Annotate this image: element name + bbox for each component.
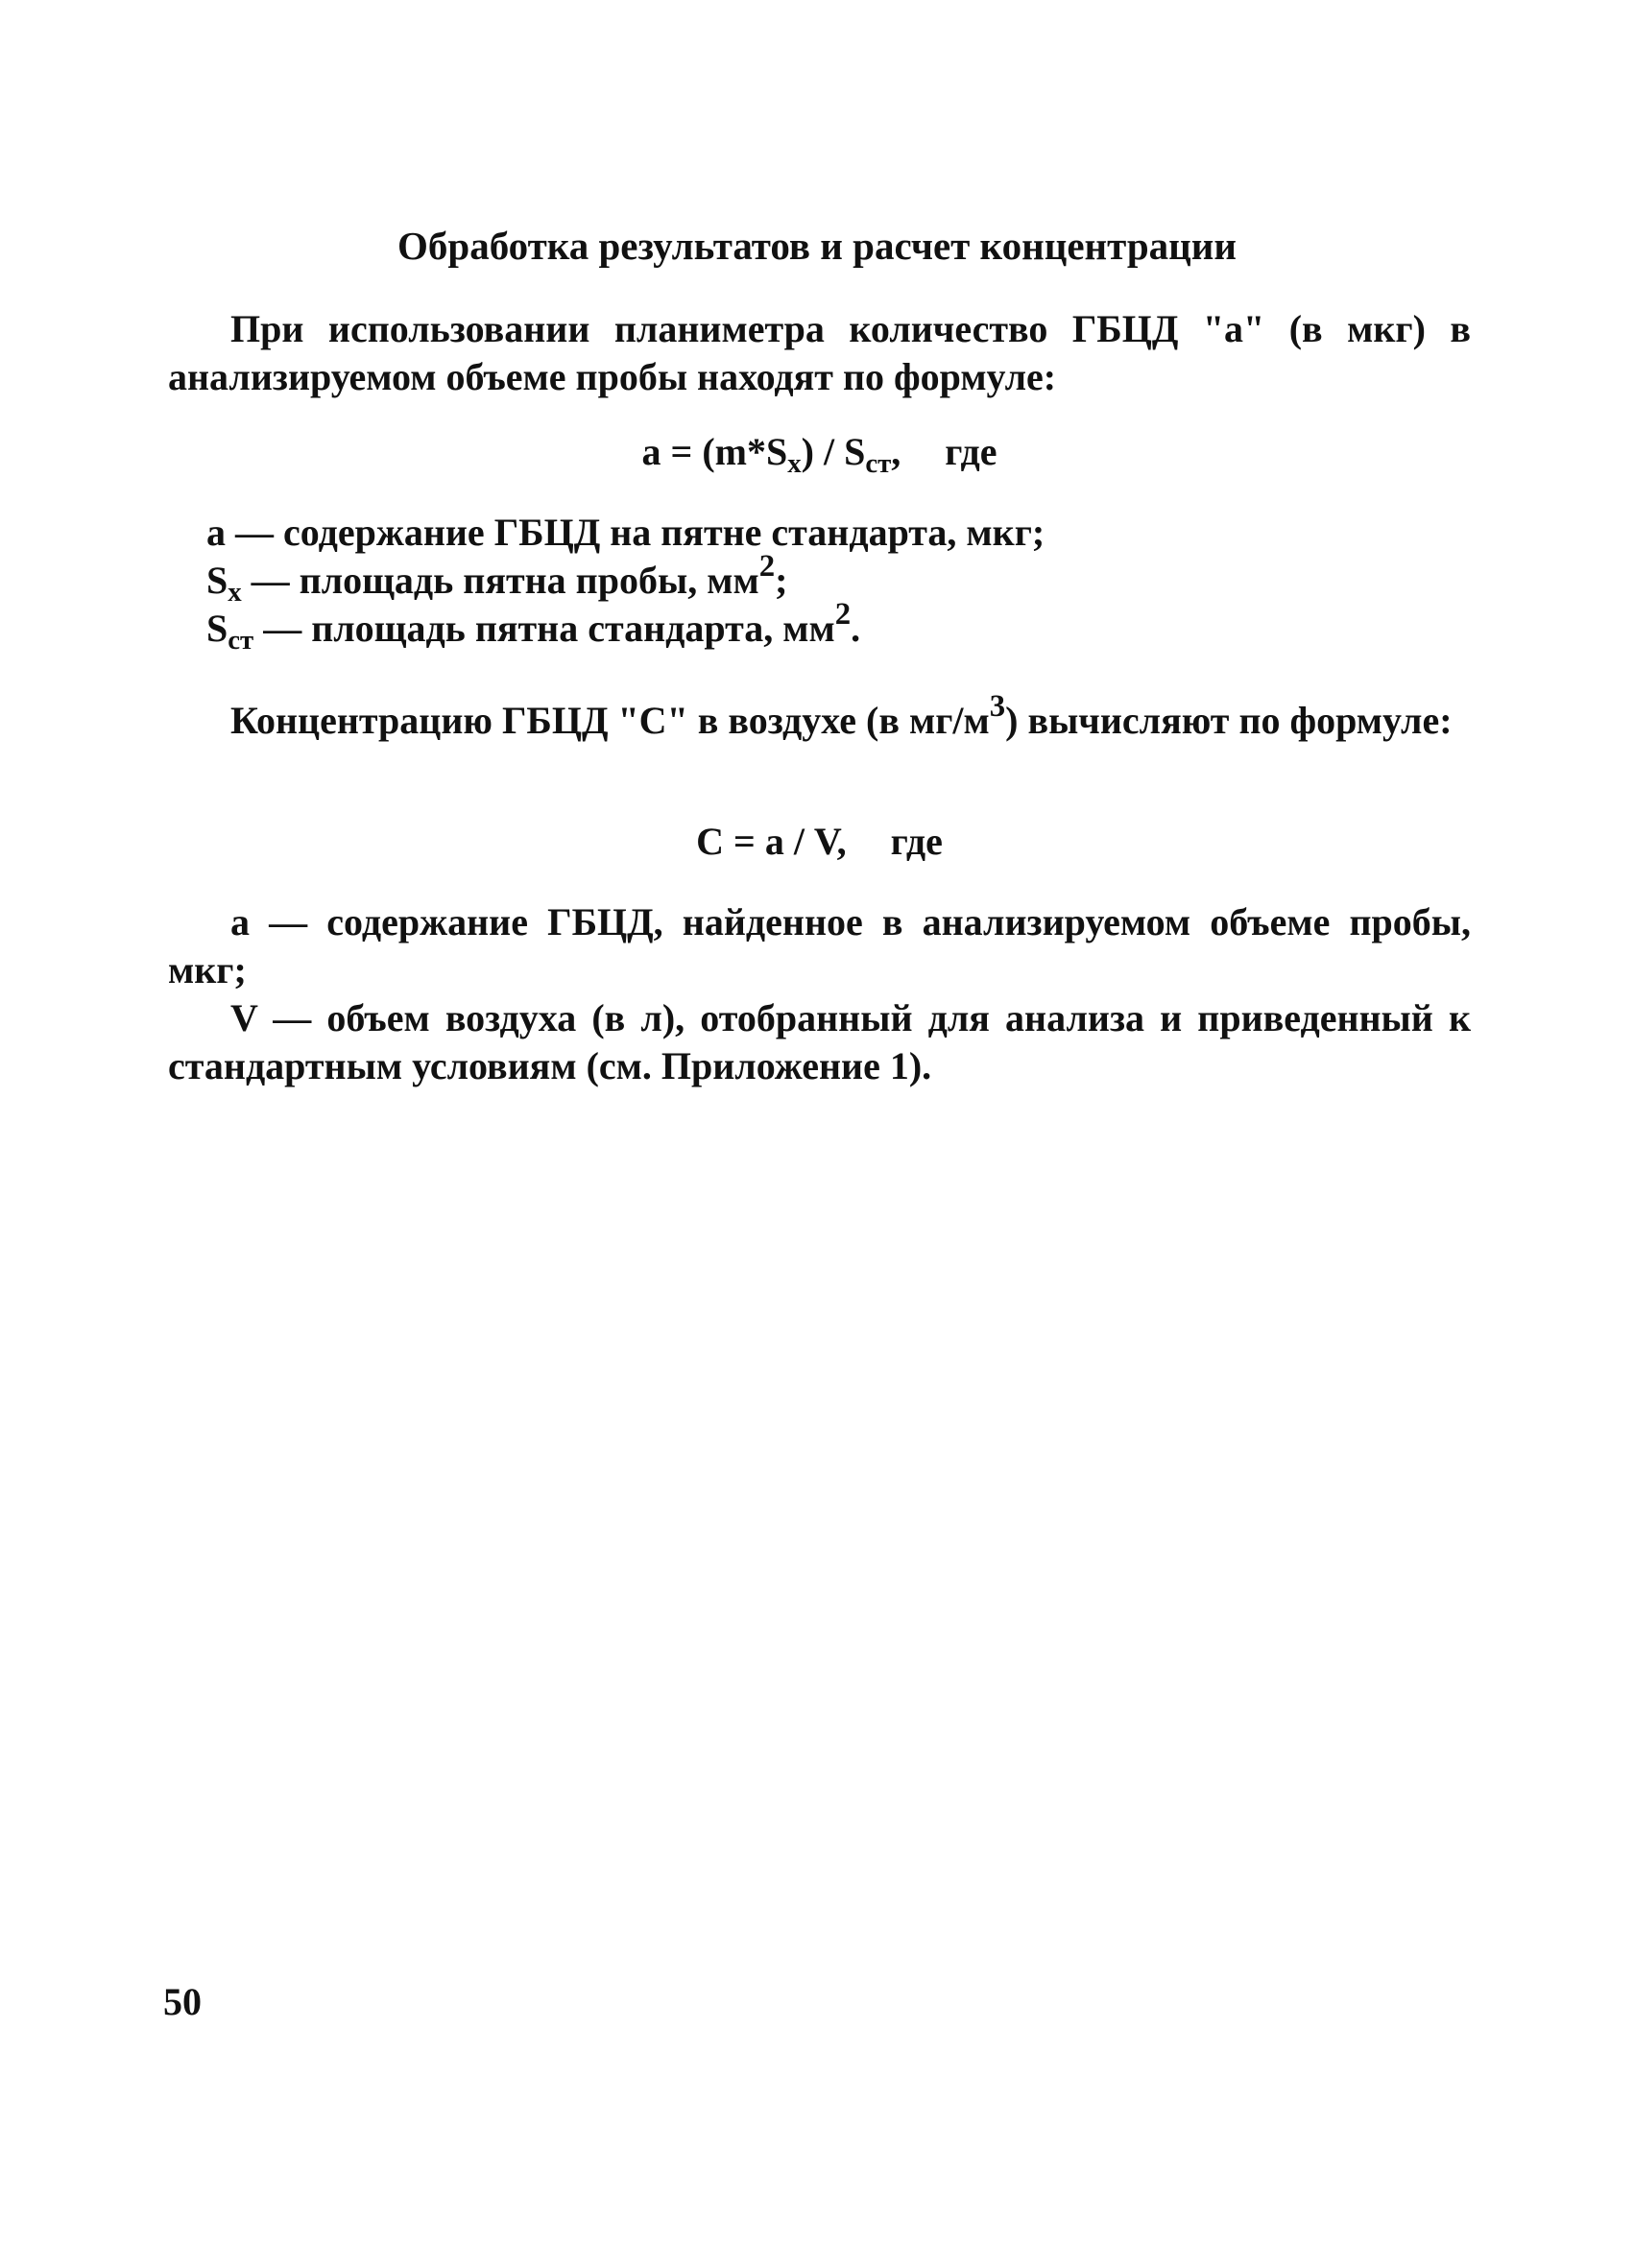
definition-symbol: S <box>206 607 228 650</box>
formula-amount-div: / <box>823 430 835 473</box>
definition-tail: . <box>851 607 861 650</box>
definition-unit-sup: 2 <box>758 548 776 584</box>
definitions-concentration <box>168 898 1471 1090</box>
definition-item <box>168 509 1471 557</box>
definition-item: а — содержание ГБЦД, найденное в анализируемом объеме пробы, мкг; <box>168 900 1471 991</box>
formula-amount-sub-st: ст <box>865 448 892 480</box>
concentration-paragraph <box>168 688 1471 745</box>
formula-amount-where: где <box>945 430 997 473</box>
definitions-amount <box>168 509 1471 657</box>
definition-symbol-sub: x <box>228 577 242 609</box>
definition-tail: ; <box>775 559 788 602</box>
definition-item <box>168 548 1471 609</box>
section-heading: Обработка результатов и расчет концентрации <box>397 224 1237 268</box>
definition-item: V — объем воздуха (в л), отобранный для анализа и приведенный к стандартным условиям (см. Приложение 1). <box>168 996 1471 1087</box>
definition-text: — площадь пятна пробы, мм <box>241 559 759 602</box>
formula-amount-eq: = <box>670 430 693 473</box>
formula-amount <box>168 428 1471 480</box>
formula-amount-s: S <box>844 430 866 473</box>
definition-item <box>168 596 1471 657</box>
intro-paragraph: При использовании планиметра количество ГБЦД "а" (в мкг) в анализируемом объеме пробы находят по формуле: <box>168 307 1471 398</box>
page-number: 50 <box>163 1980 202 2023</box>
formula-concentration <box>168 818 1471 866</box>
concentration-text-after: ) вычисляют по формуле: <box>1005 699 1453 742</box>
formula-concentration-expr: С = а / V, <box>696 820 847 863</box>
concentration-unit-sup: 3 <box>989 688 1006 724</box>
formula-amount-lhs: а <box>641 430 661 473</box>
formula-amount-open: (m*S <box>702 430 788 473</box>
formula-concentration-where: где <box>890 820 943 863</box>
definition-text: — содержание ГБЦД на пятне стандарта, мкг; <box>226 511 1045 554</box>
definition-text: — площадь пятна стандарта, мм <box>253 607 835 650</box>
definition-unit-sup: 2 <box>834 596 852 632</box>
concentration-text-before: Концентрацию ГБЦД "С" в воздухе (в мг/м <box>230 699 990 742</box>
formula-amount-sub-x: x <box>787 448 802 480</box>
definition-symbol-sub: ст <box>228 625 254 657</box>
definition-symbol: а <box>206 511 226 554</box>
formula-amount-comma: , <box>891 430 901 473</box>
definition-symbol: S <box>206 559 228 602</box>
formula-amount-close: ) <box>801 430 814 473</box>
